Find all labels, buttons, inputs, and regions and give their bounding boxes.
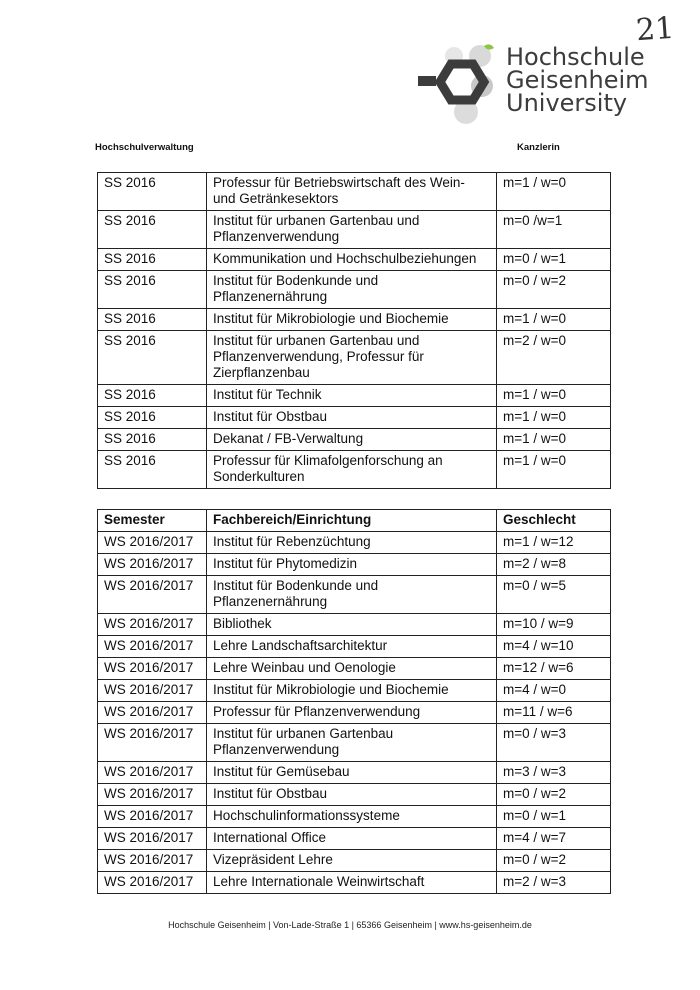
- header-gender: Geschlecht: [497, 510, 611, 532]
- logo-line-2: Geisenheim: [506, 66, 649, 94]
- table-row: [98, 724, 611, 762]
- cell-department: Lehre Weinbau und Oenologie: [207, 658, 497, 680]
- cell-department: Institut für Obstbau: [207, 407, 497, 429]
- cell-department: Institut für Gemüsebau: [207, 762, 497, 784]
- university-logo: [418, 42, 504, 133]
- table-winter-semester: [97, 509, 611, 894]
- table-row: [98, 429, 611, 451]
- table-row: [98, 532, 611, 554]
- cell-department: International Office: [207, 828, 497, 850]
- table-row: [98, 331, 611, 385]
- cell-semester: WS 2016/2017: [98, 532, 207, 554]
- cell-semester: WS 2016/2017: [98, 828, 207, 850]
- cell-gender: m=12 / w=6: [497, 658, 611, 680]
- department-label: Hochschulverwaltung: [95, 142, 194, 153]
- cell-semester: SS 2016: [98, 173, 207, 211]
- cell-gender: m=0 / w=2: [497, 271, 611, 309]
- cell-department: Bibliothek: [207, 614, 497, 636]
- handwritten-page-number: 21: [634, 10, 676, 49]
- table-row: [98, 554, 611, 576]
- table-row: [98, 850, 611, 872]
- cell-semester: SS 2016: [98, 271, 207, 309]
- header-department: Fachbereich/Einrichtung: [207, 510, 497, 532]
- cell-gender: m=2 / w=3: [497, 872, 611, 894]
- table-row: [98, 271, 611, 309]
- logo-line-3: University: [506, 89, 628, 117]
- cell-gender: m=1 / w=0: [497, 173, 611, 211]
- cell-gender: m=0 /w=1: [497, 211, 611, 249]
- cell-semester: SS 2016: [98, 407, 207, 429]
- table-row: [98, 309, 611, 331]
- cell-semester: SS 2016: [98, 429, 207, 451]
- table-row: [98, 872, 611, 894]
- cell-gender: m=1 / w=0: [497, 407, 611, 429]
- office-label: Kanzlerin: [517, 142, 560, 153]
- cell-department: Institut für Obstbau: [207, 784, 497, 806]
- cell-gender: m=4 / w=10: [497, 636, 611, 658]
- cell-gender: m=1 / w=0: [497, 309, 611, 331]
- table-row: [98, 576, 611, 614]
- cell-gender: m=1 / w=0: [497, 451, 611, 489]
- cell-department: Institut für Bodenkunde und Pflanzenernährung: [207, 576, 497, 614]
- cell-gender: m=11 / w=6: [497, 702, 611, 724]
- cell-gender: m=2 / w=8: [497, 554, 611, 576]
- table-row: [98, 385, 611, 407]
- cell-semester: SS 2016: [98, 331, 207, 385]
- cell-gender: m=0 / w=1: [497, 249, 611, 271]
- page-footer: Hochschule Geisenheim | Von-Lade-Straße 1 | 65366 Geisenheim | www.hs-geisenheim.de: [168, 920, 532, 930]
- cell-department: Institut für Phytomedizin: [207, 554, 497, 576]
- cell-gender: m=0 / w=5: [497, 576, 611, 614]
- cell-gender: m=2 / w=0: [497, 331, 611, 385]
- cell-semester: WS 2016/2017: [98, 636, 207, 658]
- cell-semester: WS 2016/2017: [98, 762, 207, 784]
- cell-gender: m=0 / w=2: [497, 784, 611, 806]
- table-row: [98, 702, 611, 724]
- cell-semester: WS 2016/2017: [98, 614, 207, 636]
- cell-semester: WS 2016/2017: [98, 872, 207, 894]
- table-row: [98, 614, 611, 636]
- cell-department: Vizepräsident Lehre: [207, 850, 497, 872]
- table-row: [98, 451, 611, 489]
- table-row: [98, 680, 611, 702]
- cell-gender: m=4 / w=7: [497, 828, 611, 850]
- cell-department: Lehre Landschaftsarchitektur: [207, 636, 497, 658]
- cell-semester: SS 2016: [98, 451, 207, 489]
- cell-semester: WS 2016/2017: [98, 784, 207, 806]
- cell-department: Institut für urbanen Gartenbau und Pflanzenverwendung: [207, 211, 497, 249]
- table-row: [98, 407, 611, 429]
- cell-gender: m=0 / w=2: [497, 850, 611, 872]
- cell-semester: SS 2016: [98, 309, 207, 331]
- cell-semester: SS 2016: [98, 249, 207, 271]
- cell-semester: WS 2016/2017: [98, 702, 207, 724]
- cell-gender: m=0 / w=1: [497, 806, 611, 828]
- cell-department: Professur für Klimafolgenforschung an Sonderkulturen: [207, 451, 497, 489]
- cell-semester: WS 2016/2017: [98, 658, 207, 680]
- logo-wordmark: [506, 43, 649, 117]
- table-header-row: [98, 510, 611, 532]
- cell-semester: WS 2016/2017: [98, 850, 207, 872]
- cell-department: Institut für Technik: [207, 385, 497, 407]
- cell-department: Professur für Pflanzenverwendung: [207, 702, 497, 724]
- cell-semester: WS 2016/2017: [98, 576, 207, 614]
- cell-gender: m=0 / w=3: [497, 724, 611, 762]
- table-row: [98, 249, 611, 271]
- table-row: [98, 211, 611, 249]
- cell-semester: WS 2016/2017: [98, 806, 207, 828]
- cell-semester: SS 2016: [98, 385, 207, 407]
- cell-gender: m=1 / w=12: [497, 532, 611, 554]
- table-row: [98, 806, 611, 828]
- table-row: [98, 762, 611, 784]
- cell-gender: m=10 / w=9: [497, 614, 611, 636]
- cell-department: Institut für Mikrobiologie und Biochemie: [207, 309, 497, 331]
- cell-department: Dekanat / FB-Verwaltung: [207, 429, 497, 451]
- cell-gender: m=1 / w=0: [497, 385, 611, 407]
- cell-semester: WS 2016/2017: [98, 554, 207, 576]
- header-semester: Semester: [98, 510, 207, 532]
- cell-semester: WS 2016/2017: [98, 724, 207, 762]
- table-row: [98, 784, 611, 806]
- cell-department: Kommunikation und Hochschulbeziehungen: [207, 249, 497, 271]
- cell-department: Institut für Bodenkunde und Pflanzenernährung: [207, 271, 497, 309]
- table-row: [98, 173, 611, 211]
- cell-gender: m=1 / w=0: [497, 429, 611, 451]
- cell-department: Lehre Internationale Weinwirtschaft: [207, 872, 497, 894]
- cell-semester: WS 2016/2017: [98, 680, 207, 702]
- cell-department: Institut für Mikrobiologie und Biochemie: [207, 680, 497, 702]
- table-row: [98, 828, 611, 850]
- cell-department: Institut für urbanen Gartenbau und Pflanzenverwendung, Professur für Zierpflanzenbau: [207, 331, 497, 385]
- cell-gender: m=3 / w=3: [497, 762, 611, 784]
- cell-semester: SS 2016: [98, 211, 207, 249]
- cell-gender: m=4 / w=0: [497, 680, 611, 702]
- table-row: [98, 658, 611, 680]
- cell-department: Hochschulinformationssysteme: [207, 806, 497, 828]
- logo-line-1: Hochschule: [506, 43, 645, 71]
- table-summer-semester: [97, 172, 611, 489]
- table-row: [98, 636, 611, 658]
- cell-department: Institut für Rebenzüchtung: [207, 532, 497, 554]
- cell-department: Professur für Betriebswirtschaft des Wein- und Getränkesektors: [207, 173, 497, 211]
- cell-department: Institut für urbanen Gartenbau Pflanzenverwendung: [207, 724, 497, 762]
- hexagon-logo-icon: [418, 42, 504, 128]
